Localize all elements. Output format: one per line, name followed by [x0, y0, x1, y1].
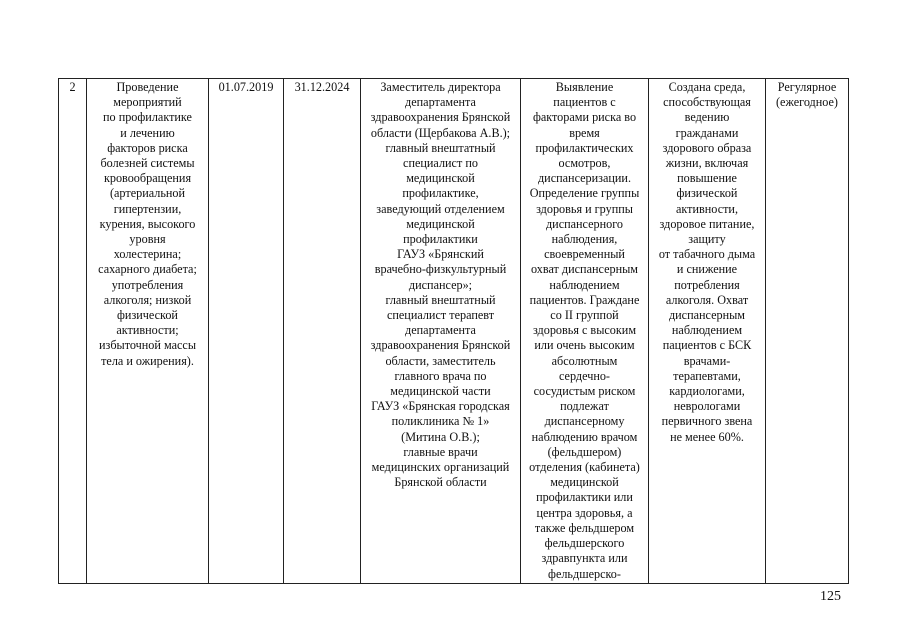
periodicity-text: Регулярное (ежегодное)	[775, 80, 838, 110]
start-date-cell	[209, 79, 284, 584]
periodicity-cell	[766, 79, 849, 584]
description-text: Выявление пациентов с факторами риска во время профилактических осмотров, диспансеризации. Определение группы здоровья и группы диспансерного наблюдения, своевременный охват диспансерным наблюдением пациентов. Граждане со II группой здоровья с высоким или очень высоким абсолютным сердечно- сосудистым риском подлежат диспансерному наблюдению врачом (фельдшером) отделения (кабинета) медицинской профилактики или центра здоровья, а также фельдшером фельдшерского здравпункта или фельдшерско-	[529, 80, 640, 581]
responsible-text: Заместитель директора департамента здравоохранения Брянской области (Щербакова А.В.); главный внештатный специалист по медицинской профилактике, заведующий отделением медицинской профилактики ГАУЗ «Брянский врачебно-физкультурный диспансер»; главный внештатный специалист терапевт департамента здравоохранения Брянской области, заместитель главного врача по медицинской части ГАУЗ «Брянская городская поликлиника № 1» (Митина О.В.); главные врачи медицинских организаций Брянской области	[370, 80, 511, 490]
result-text: Создана среда, способствующая ведению гражданами здорового образа жизни, включая повышение физической активности, здоровое питание, защиту от табачного дыма и снижение потребления алкоголя. Охват диспансерным наблюдением пациентов с БСК врачами- терапевтами, кардиологами, неврологами первичного звена не менее 60%.	[658, 80, 756, 444]
activity-text: Проведение мероприятий по профилактике и лечению факторов риска болезней системы кровообращения (артериальной гипертензии, курения, высокого уровня холестерина; сахарного диабета; употребления алкоголя; низкой физической активности; избыточной массы тела и ожирения).	[98, 80, 197, 368]
start-date: 01.07.2019	[218, 80, 274, 94]
measures-table	[58, 78, 849, 584]
row-number: 2	[69, 80, 76, 94]
table-row	[59, 79, 849, 584]
responsible-cell	[361, 79, 521, 584]
result-cell	[649, 79, 766, 584]
description-cell	[521, 79, 649, 584]
end-date-cell	[284, 79, 361, 584]
end-date: 31.12.2024	[294, 80, 350, 94]
activity-cell	[87, 79, 209, 584]
page-number: 125	[820, 589, 841, 604]
row-number-cell	[59, 79, 87, 584]
